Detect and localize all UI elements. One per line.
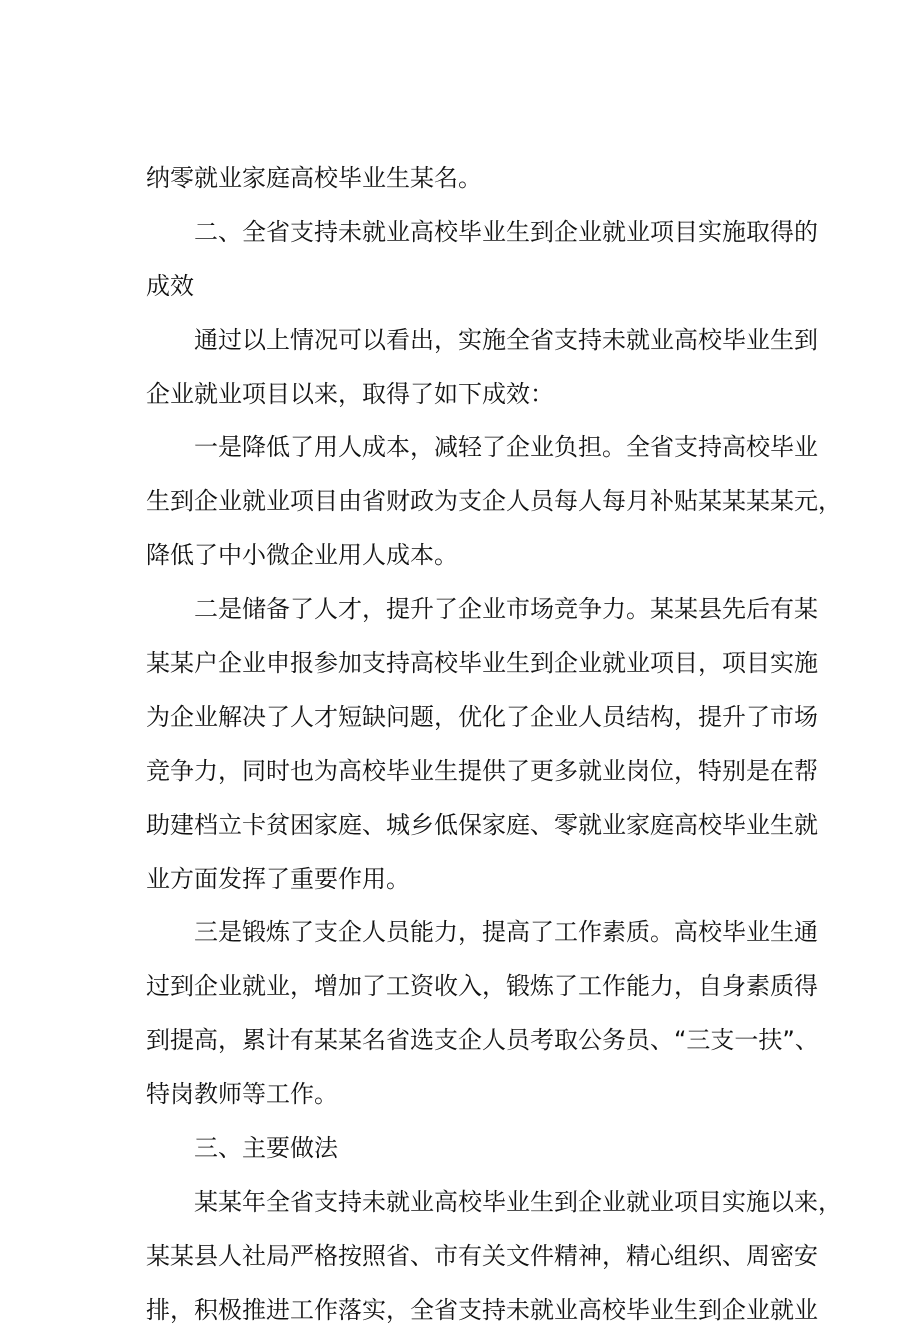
text-line xyxy=(146,691,818,745)
text-line xyxy=(146,475,842,529)
text-line-content: 纳零就业家庭高校毕业生某名。 xyxy=(146,164,482,192)
text-line-content: 二、全省支持未就业高校毕业生到企业就业项目实施取得的 xyxy=(194,217,818,246)
text-line-content: 业方面发挥了重要作用。 xyxy=(146,864,410,893)
text-line xyxy=(146,1230,818,1284)
text-line-content: 通过以上情况可以看出，实施全省支持未就业高校毕业生到 xyxy=(194,325,818,354)
text-line-content: 某某年全省支持未就业高校毕业生到企业就业项目实施以来， xyxy=(194,1187,842,1216)
text-line xyxy=(146,960,818,1014)
text-line-content: 某某县人社局严格按照省、市有关文件精神，精心组织、周密安 xyxy=(146,1241,818,1270)
text-line xyxy=(146,152,810,206)
text-line-content: 竞争力，同时也为高校毕业生提供了更多就业岗位，特别是在帮 xyxy=(146,756,818,785)
text-line-content: 生到企业就业项目由省财政为支企人员每人每月补贴某某某某元， xyxy=(146,487,842,516)
text-line-content: 某某户企业申报参加支持高校毕业生到企业就业项目，项目实施 xyxy=(146,649,818,678)
text-line xyxy=(146,906,818,960)
text-line-content: 为企业解决了人才短缺问题，优化了企业人员结构，提升了市场 xyxy=(146,702,818,731)
text-line xyxy=(146,1068,810,1122)
text-line xyxy=(146,1284,818,1338)
text-line xyxy=(146,260,810,314)
text-line-content: 过到企业就业，增加了工资收入，锻炼了工作能力，自身素质得 xyxy=(146,972,818,1001)
text-line xyxy=(146,853,810,907)
text-line xyxy=(146,529,810,583)
text-line xyxy=(146,637,818,691)
text-line xyxy=(146,421,818,475)
text-line xyxy=(146,206,818,260)
text-line xyxy=(146,799,818,853)
text-line xyxy=(146,745,818,799)
document-body xyxy=(146,152,842,1338)
text-line xyxy=(146,1176,842,1230)
text-line xyxy=(146,583,818,637)
text-line xyxy=(146,1014,819,1068)
text-line xyxy=(146,314,818,368)
text-line-content: 成效 xyxy=(146,271,194,300)
text-line-content: 二是储备了人才，提升了企业市场竞争力。某某县先后有某 xyxy=(194,595,818,624)
text-line-content: 到提高，累计有某某名省选支企人员考取公务员、“三支一扶”、 xyxy=(146,1026,819,1055)
text-line-content: 排，积极推进工作落实，全省支持未就业高校毕业生到企业就业 xyxy=(146,1295,818,1324)
text-line-content: 三是锻炼了支企人员能力，提高了工作素质。高校毕业生通 xyxy=(194,918,818,947)
text-line-content: 三、主要做法 xyxy=(194,1134,338,1163)
text-line-content: 企业就业项目以来，取得了如下成效： xyxy=(146,379,554,408)
text-line-content: 助建档立卡贫困家庭、城乡低保家庭、零就业家庭高校毕业生就 xyxy=(146,810,818,839)
text-line-content: 一是降低了用人成本，减轻了企业负担。全省支持高校毕业 xyxy=(194,433,818,462)
text-line xyxy=(146,368,810,422)
text-line-content: 特岗教师等工作。 xyxy=(146,1080,338,1109)
text-line-content: 降低了中小微企业用人成本。 xyxy=(146,541,458,570)
text-line xyxy=(146,1122,810,1176)
